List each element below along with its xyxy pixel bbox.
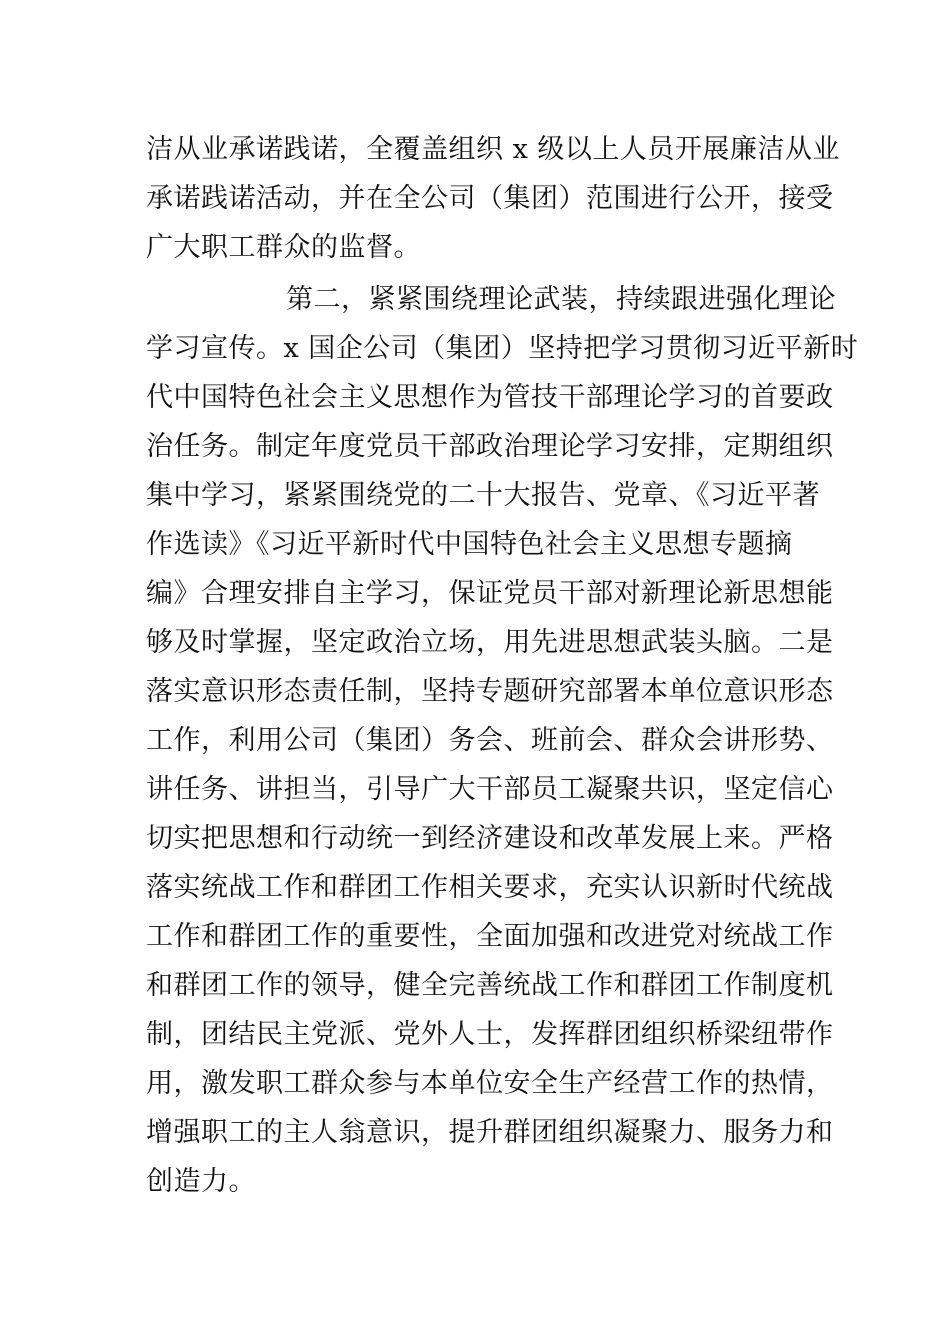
text-line: 集中学习，紧紧围绕党的二十大报告、党章、《习近平著: [146, 480, 820, 511]
text-line: 作选读》《习近平新时代中国特色社会主义思想专题摘: [146, 529, 793, 560]
text-line: 切实把思想和行动统一到经济建设和改革发展上来。严格: [146, 823, 834, 854]
text-line: 创造力。: [146, 1166, 256, 1197]
text-line: 承诺践诺活动，并在全公司（集团）范围进行公开，接受: [146, 183, 834, 214]
text-line: 工作，利用公司（集团）务会、班前会、群众会讲形势、: [146, 725, 834, 756]
text-line: 落实意识形态责任制，坚持专题研究部署本单位意识形态: [146, 676, 834, 707]
text-line: 洁从业承诺践诺，全覆盖组织 x 级以上人员开展廉洁从业: [146, 134, 840, 165]
text-line: 工作和群团工作的重要性，全面加强和改进党对统战工作: [146, 921, 834, 952]
text-line: 够及时掌握，坚定政治立场，用先进思想武装头脑。二是: [146, 627, 834, 658]
text-line: 编》合理安排自主学习，保证党员干部对新理论新思想能: [146, 578, 834, 609]
text-line: 学习宣传。x 国企公司（集团）坚持把学习贯彻习近平新时: [146, 333, 859, 364]
text-line: 代中国特色社会主义思想作为管技干部理论学习的首要政: [146, 382, 834, 413]
text-line: 落实统战工作和群团工作相关要求，充实认识新时代统战: [146, 872, 834, 903]
text-line: 和群团工作的领导，健全完善统战工作和群团工作制度机: [146, 970, 834, 1001]
text-line: 广大职工群众的监督。: [146, 232, 421, 263]
text-line: 治任务。制定年度党员干部政治理论学习安排，定期组织: [146, 431, 834, 462]
text-line: 用，激发职工群众参与本单位安全生产经营工作的热情，: [146, 1068, 834, 1099]
paragraph-first-line: 第二，紧紧围绕理论武装，持续跟进强化理论: [286, 284, 836, 315]
text-line: 讲任务、讲担当，引导广大干部员工凝聚共识，坚定信心: [146, 774, 834, 805]
text-line: 增强职工的主人翁意识，提升群团组织凝聚力、服务力和: [146, 1117, 834, 1148]
text-line: 制，团结民主党派、党外人士，发挥群团组织桥梁纽带作: [146, 1019, 834, 1050]
